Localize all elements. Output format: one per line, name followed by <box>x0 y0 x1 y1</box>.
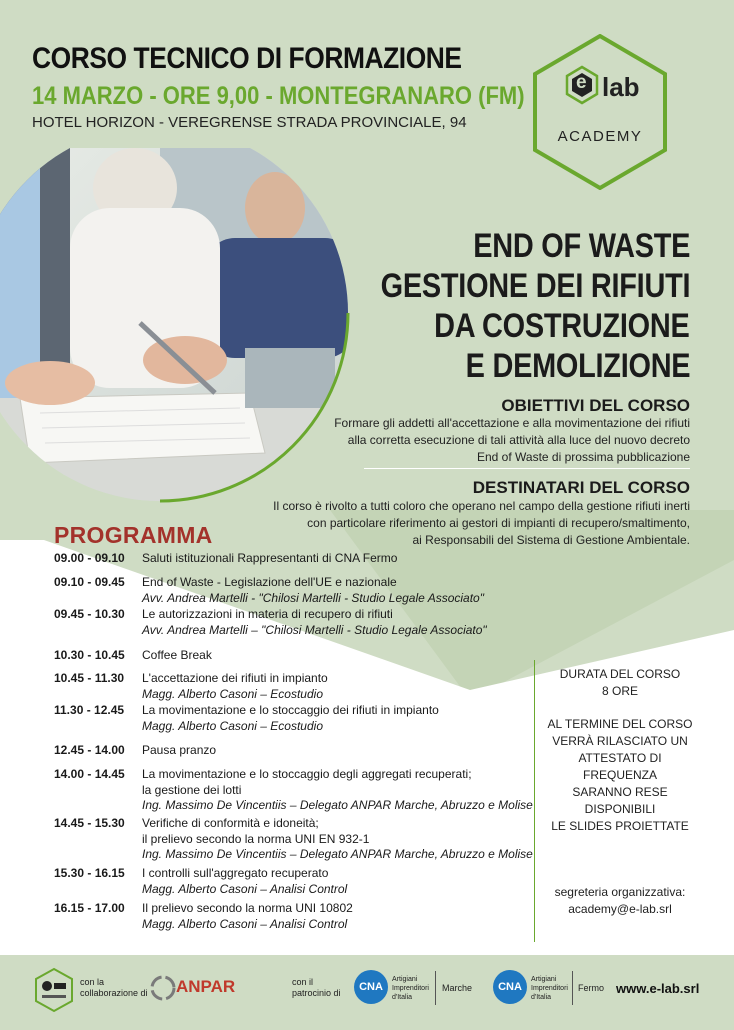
cna-divider <box>435 971 436 1005</box>
collab-line: con la <box>80 977 105 987</box>
secretariat-label: segreteria organizzativa: <box>554 885 686 899</box>
cna-text-line: Artigiani <box>531 976 557 983</box>
elab-academy-small-logo <box>34 967 74 1013</box>
program-topic: Le autorizzazioni in materia di recupero di rifiuti <box>142 607 393 621</box>
slides-line: LE SLIDES PROIETTATE <box>551 819 689 833</box>
slides-line: SARANNO RESE <box>572 785 668 799</box>
program-time: 11.30 - 12.45 <box>54 703 125 717</box>
objectives-line: alla corretta esecuzione di tali attività alla luce del nuovo decreto <box>347 433 690 447</box>
program-speaker: Ing. Massimo De Vincentiis – Delegato ANPAR Marche, Abruzzo e Molise <box>142 798 533 812</box>
program-topic: il prelievo secondo la norma UNI EN 932-1 <box>142 831 370 846</box>
program-speaker: Ing. Massimo De Vincentiis – Delegato ANPAR Marche, Abruzzo e Molise <box>142 847 533 861</box>
program-topic: Saluti istituzionali Rappresentanti di CNA Fermo <box>142 551 398 565</box>
patronage-line: con il <box>292 977 314 987</box>
program-speaker: Avv. Andrea Martelli - "Chilosi Martelli - Studio Legale Associato" <box>142 590 484 605</box>
logo-e-letter: e <box>576 72 587 93</box>
cna-text-line: d'Italia <box>392 994 413 1001</box>
duration-label: DURATA DEL CORSO <box>559 667 681 681</box>
program-topic: End of Waste - Legislazione dell'UE e nazionale <box>142 575 397 589</box>
audience-line: ai Responsabili del Sistema di Gestione Ambientale. <box>412 533 690 547</box>
secretariat-block <box>540 884 700 918</box>
program-topic: Pausa pranzo <box>142 743 217 757</box>
program-speaker: Magg. Alberto Casoni – Analisi Control <box>142 881 348 896</box>
program-time: 09.10 - 09.45 <box>54 575 125 589</box>
audience-text <box>273 498 690 549</box>
cna-region-marche: Marche <box>442 983 473 993</box>
certificate-block <box>540 716 700 784</box>
program-time: 14.45 - 15.30 <box>54 816 125 830</box>
program-topic: I controlli sull'aggregato recuperato <box>142 866 329 880</box>
program-speaker: Magg. Alberto Casoni – Analisi Control <box>142 916 348 931</box>
objectives-line: Formare gli addetti all'accettazione e alla movimentazione dei rifiuti <box>334 416 690 430</box>
program-heading: PROGRAMMA <box>54 522 213 548</box>
cna-fermo-logo: CNA <box>493 970 527 1004</box>
cna-text-line: Imprenditori <box>392 985 429 992</box>
program-speaker: Magg. Alberto Casoni – Ecostudio <box>142 718 323 733</box>
program-time: 09.45 - 10.30 <box>54 607 125 621</box>
program-time: 10.45 - 11.30 <box>54 671 125 685</box>
collab-line: collaborazione di <box>80 988 148 998</box>
audience-line: con particolare riferimento ai gestori di impianti di recupero/smaltimento, <box>307 516 690 530</box>
program-time: 09.00 - 09.10 <box>54 551 125 565</box>
certificate-line: VERRÀ RILASCIATO UN <box>552 734 688 748</box>
program-speaker: Magg. Alberto Casoni – Ecostudio <box>142 686 323 701</box>
audience-heading: DESTINATARI DEL CORSO <box>472 478 690 497</box>
program-topic: L'accettazione dei rifiuti in impianto <box>142 671 328 685</box>
anpar-label: ANPAR <box>176 977 236 996</box>
program-time: 15.30 - 16.15 <box>54 866 125 880</box>
date-location-line: 14 MARZO - ORE 9,00 - MONTEGRANARO (FM) <box>32 82 525 110</box>
cna-text-line: Artigiani <box>392 976 418 983</box>
program-time: 14.00 - 14.45 <box>54 767 125 781</box>
slides-block <box>540 784 700 835</box>
audience-line: Il corso è rivolto a tutti coloro che operano nel campo della gestione rifiuti inerti <box>273 499 690 513</box>
logo-subtitle: ACADEMY <box>557 128 643 145</box>
program-topic: La movimentazione e lo stoccaggio dei rifiuti in impianto <box>142 703 439 717</box>
slides-line: DISPONIBILI <box>584 802 656 816</box>
venue-line: HOTEL HORIZON - VEREGRENSE STRADA PROVINCIALE, 94 <box>32 114 467 131</box>
sidebar-divider <box>534 660 535 942</box>
program-topic: Verifiche di conformità e idoneità; <box>142 816 319 830</box>
program-speaker: Avv. Andrea Martelli – "Chilosi Martelli - Studio Legale Associato" <box>142 622 487 637</box>
course-title-line-4: E DEMOLIZIONE <box>465 347 690 385</box>
course-photo <box>0 148 352 508</box>
program-time: 16.15 - 17.00 <box>54 901 125 915</box>
program-topic: la gestione dei lotti <box>142 782 242 797</box>
program-time: 10.30 - 10.45 <box>54 648 125 662</box>
secretariat-email[interactable]: academy@e-lab.srl <box>568 902 672 916</box>
elab-academy-logo <box>532 34 668 190</box>
course-title-line-1: END OF WASTE <box>473 227 690 265</box>
program-topic: La movimentazione e lo stoccaggio degli aggregati recuperati; <box>142 767 472 781</box>
section-divider <box>364 468 690 469</box>
recycle-icon <box>150 975 176 1001</box>
program-topic: Il prelievo secondo la norma UNI 10802 <box>142 901 353 915</box>
objectives-line: End of Waste di prossima pubblicazione <box>477 450 690 464</box>
course-type-title: CORSO TECNICO DI FORMAZIONE <box>32 42 462 75</box>
duration-value: 8 ORE <box>601 684 638 698</box>
patronage-line: patrocinio di <box>292 988 341 998</box>
cna-text-line: Imprenditori <box>531 985 568 992</box>
cna-fermo-text <box>531 975 568 1002</box>
cna-marche-text <box>392 975 429 1002</box>
cna-marche-logo: CNA <box>354 970 388 1004</box>
logo-brand: lab <box>602 72 640 102</box>
cna-divider <box>572 971 573 1005</box>
course-title-line-2: GESTIONE DEI RIFIUTI <box>380 267 690 305</box>
program-topic: Coffee Break <box>142 648 212 662</box>
anpar-logo <box>150 975 236 1006</box>
course-title-line-3: DA COSTRUZIONE <box>434 307 690 345</box>
duration-block <box>540 666 700 700</box>
cna-text-line: d'Italia <box>531 994 552 1001</box>
footer <box>0 955 734 1030</box>
objectives-text <box>334 415 690 466</box>
program-time: 12.45 - 14.00 <box>54 743 125 757</box>
website-link[interactable]: www.e-lab.srl <box>616 981 700 996</box>
collab-text <box>80 977 148 999</box>
certificate-line: AL TERMINE DEL CORSO <box>547 717 693 731</box>
cna-region-fermo: Fermo <box>578 983 605 993</box>
objectives-heading: OBIETTIVI DEL CORSO <box>501 396 690 415</box>
patronage-text <box>292 977 341 999</box>
certificate-line: ATTESTATO DI FREQUENZA <box>578 751 662 782</box>
